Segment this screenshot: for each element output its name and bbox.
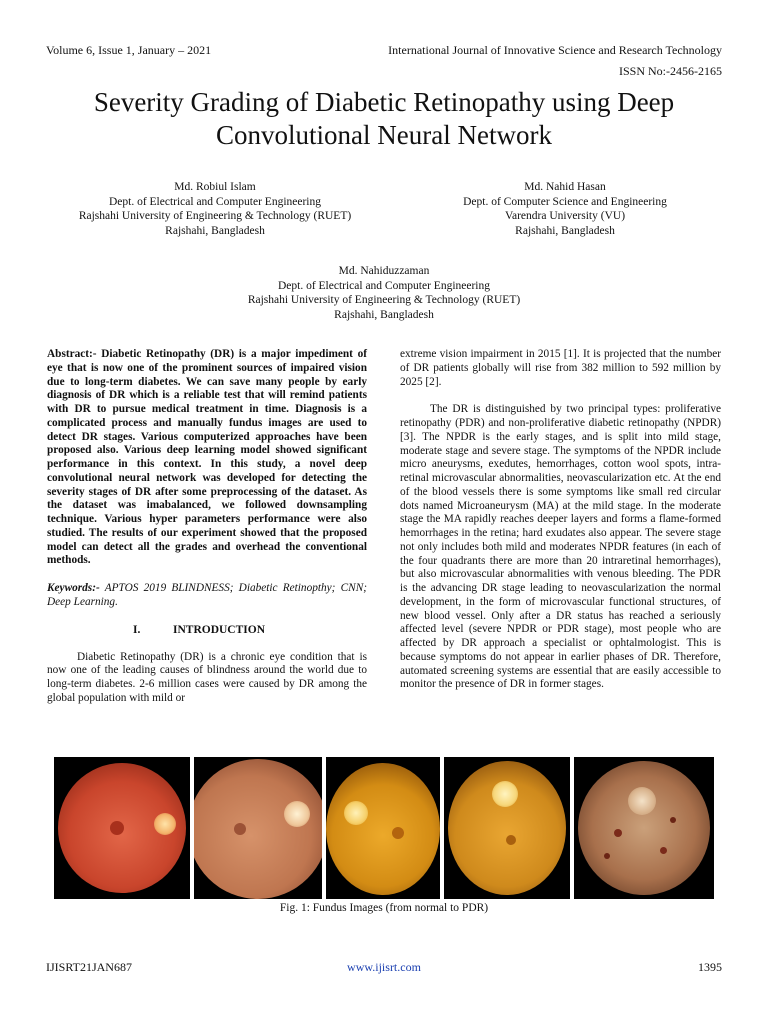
fundus-image-normal [54, 757, 190, 899]
author-univ: Rajshahi University of Engineering & Technology (RUET) [247, 294, 521, 306]
abstract: Abstract:- Diabetic Retinopathy (DR) is a major impediment of eye that is now one of the prominent sources of impaired vision due to long-term diabetes. We can save many people by early diagnosis of DR which is a reliable test that will remind patients with DR to pursue medical treatment in time. Diagnosis is a complicated process and manually fundus images are used to detect DR stages. Various computerized approaches have been proposed also. Various deep learning model showed significant performance in this context. In this study, a novel deep convolutional neural network was developed for detecting the severity stages of DR after some preprocessing of the dataset. As the dataset was imabalanced, we followed downsampling technique. Various hyper parameters performance were also studied. The results of our experiment showed that the proposed model can detect all the grades and overhead the conventional methods. [47, 348, 367, 567]
author-name: Md. Nahid Hasan [524, 181, 606, 193]
author-block-3 [184, 264, 584, 322]
author-name: Md. Robiul Islam [174, 181, 256, 193]
header-volume: Volume 6, Issue 1, January – 2021 [46, 43, 212, 57]
intro-paragraph: Diabetic Retinopathy (DR) is a chronic eye condition that is now one of the leading causes of blindness around the world due to long-term diabetes. 2-6 million cases were caused by DR among the global population with mild or [47, 650, 367, 704]
keywords-text: APTOS 2019 BLINDNESS; Diabetic Retinopthy; CNN; Deep Learning. [47, 582, 367, 608]
right-column [400, 348, 721, 692]
footer-website [0, 960, 768, 975]
header-journal: International Journal of Innovative Science and Research Technology [388, 43, 722, 57]
author-dept: Dept. of Electrical and Computer Engineering [108, 195, 322, 208]
header-issn: ISSN No:-2456-2165 [618, 64, 722, 78]
fundus-image-pdr [574, 757, 714, 899]
fundus-image-mild [194, 757, 322, 899]
author-dept: Dept. of Computer Science and Engineering [463, 195, 667, 208]
author-block-1 [30, 180, 400, 238]
fundus-image-severe [444, 757, 570, 899]
author-dept: Dept. of Electrical and Computer Engineering [277, 279, 491, 292]
author-city: Rajshahi, Bangladesh [165, 224, 265, 237]
author-univ: Rajshahi University of Engineering & Technology (RUET) [78, 210, 352, 222]
keywords [47, 582, 367, 610]
paper-title [0, 86, 768, 152]
fundus-image-moderate [326, 757, 440, 899]
title-line-1: Severity Grading of Diabetic Retinopathy using Deep [93, 87, 675, 117]
intro-continued: extreme vision impairment in 2015 [1]. It is projected that the number of DR patients globally will rise from 382 million to 592 million by 2025 [2]. [400, 348, 721, 388]
section-title: INTRODUCTION [173, 623, 266, 636]
left-column [47, 348, 367, 706]
author-city: Rajshahi, Bangladesh [334, 308, 434, 321]
footer-page-number: 1395 [698, 960, 722, 974]
author-univ: Varendra University (VU) [504, 210, 626, 222]
footer-website-link[interactable]: www.ijisrt.com [347, 960, 421, 974]
figure-caption: Fig. 1: Fundus Images (from normal to PDR) [279, 902, 489, 914]
author-block-2 [400, 180, 730, 238]
dr-types-paragraph: The DR is distinguished by two principal types: proliferative retinopathy (PDR) and non-proliferative diabetic retinopathy (NPDR) [3]. The NPDR is the early stages, and is split into mild stage, moderate stage and severe stage. The symptoms of the NPDR include micro aneurysms, exedutes, hemorrhages, cotton wool spots, intra-retinal microvascular abnormalities, neovascularization etc. At the end of the blood vessels there is some symptoms like small red circular dots named Microaneurysm (MA) at the mild stage. In the moderate stage the MA rapidly reaches deeper layers and forms a flame-formed hemorrhages in the retina; hard exudates also appear. The severe stage not only includes both mild and moderates NPDR features (in each of the four quadrants there are more than 20 intraretinal hemorrhages), but also microvascular abnormalities with venous bleeding. The PDR is the advancing DR stage leading to neovascularization the normal development, in the form of microvascular functional structures, of new blood vessel. Only after a DR status has reached a seriously affected level (severe NPDR or PDR stage), most people who are affected by DR approach a specialist or ophtalmologist. This is because symptoms do not appear in earlier phases of DR. Therefore, automated screening systems are essential that are easily accessible to monitor the presence of DR in former stages. [400, 403, 721, 691]
keywords-label: Keywords:- [47, 582, 100, 594]
section-number: I. [133, 623, 141, 636]
footer-paper-id: IJISRT21JAN687 [46, 960, 132, 974]
section-heading [47, 624, 367, 638]
fundus-figure [54, 757, 714, 899]
author-city: Rajshahi, Bangladesh [515, 224, 615, 237]
author-name: Md. Nahiduzzaman [338, 265, 430, 277]
title-line-2: Convolutional Neural Network [216, 120, 552, 150]
